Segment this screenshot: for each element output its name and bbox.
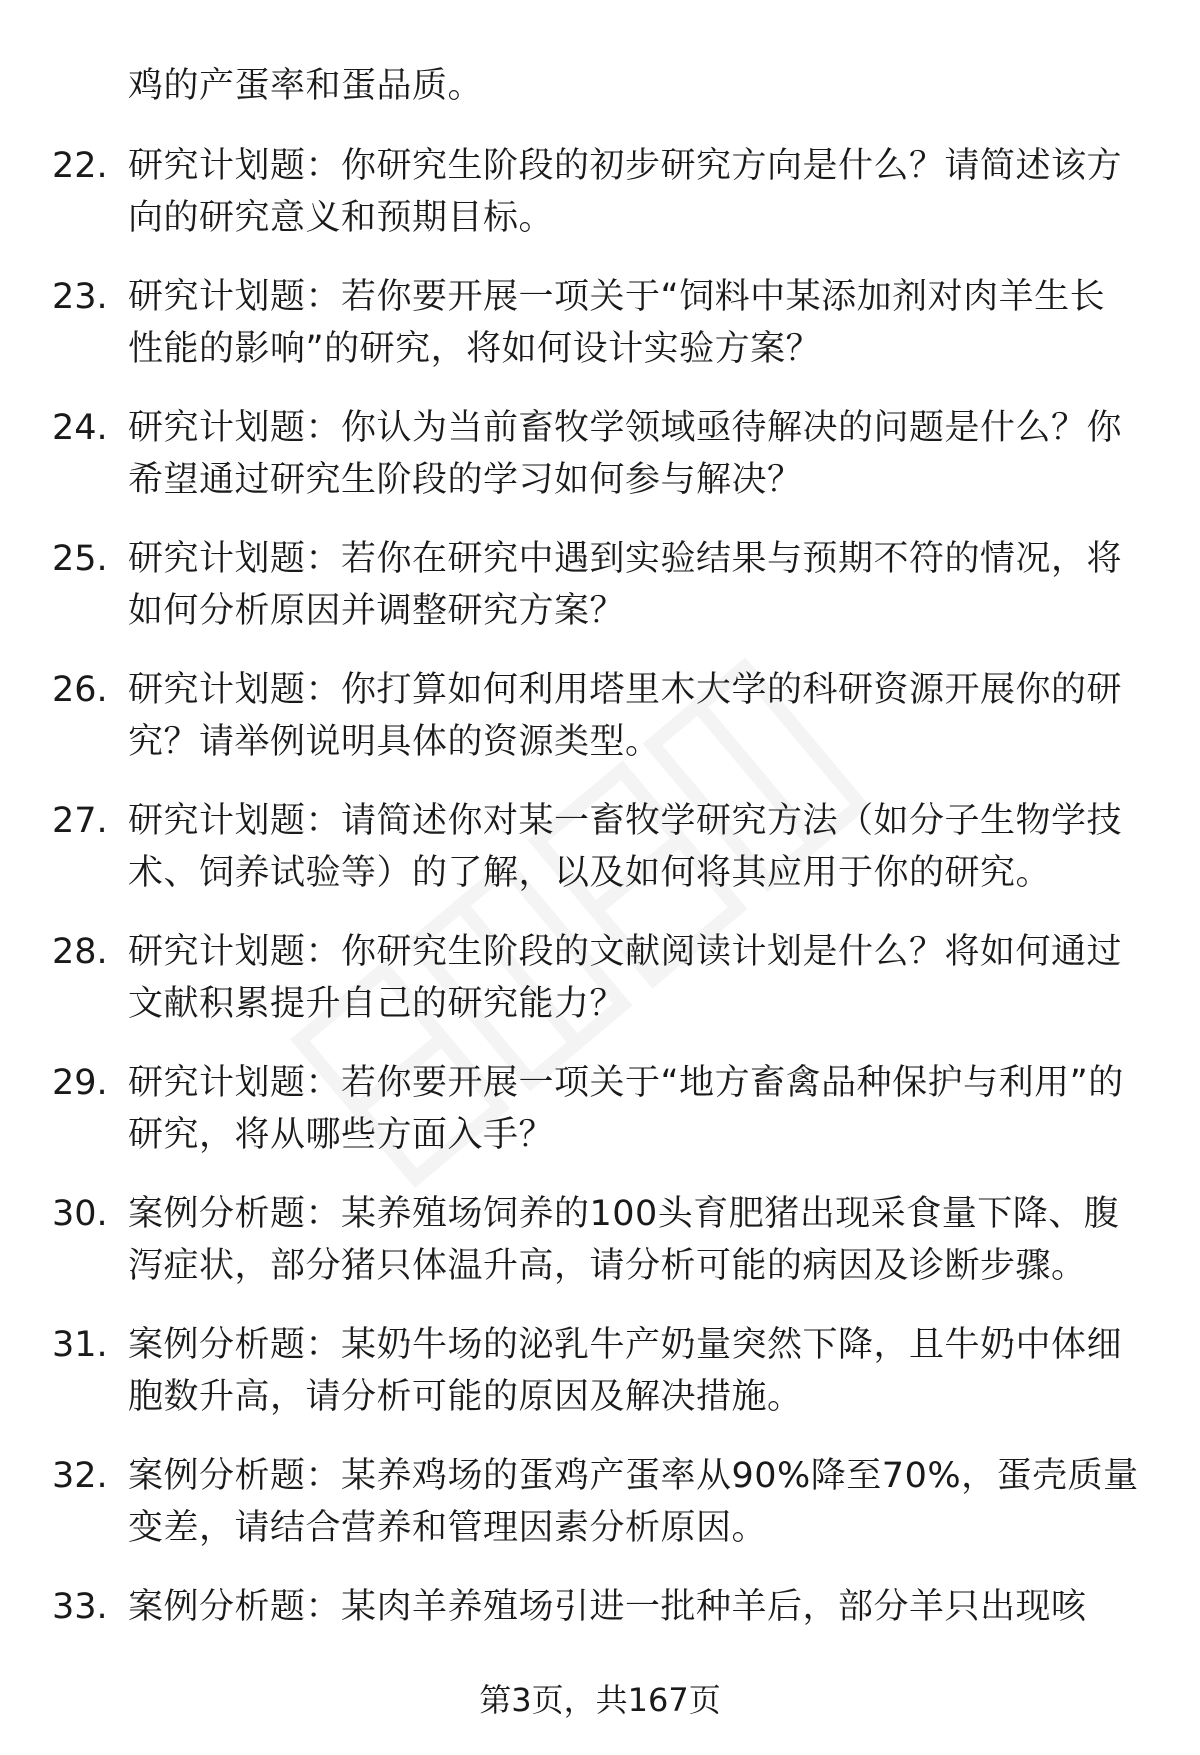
question-number: 31. [52,1325,108,1365]
question-text: 案例分析题：某肉羊养殖场引进一批种羊后，部分羊只出现咳 [128,1587,1087,1627]
question-item [0,1450,1200,1581]
question-item [0,533,1200,664]
continuation-text: 鸡的产蛋率和蛋品质。 [128,66,484,106]
question-number: 26. [52,670,108,710]
question-item [0,1057,1200,1188]
question-item [0,271,1200,402]
question-number: 22. [52,146,108,186]
question-number: 30. [52,1194,108,1234]
question-number: 28. [52,932,108,972]
question-text: 研究计划题：你研究生阶段的初步研究方向是什么？请简述该方向的研究意义和预期目标。 [128,146,1123,238]
question-text: 研究计划题：请简述你对某一畜牧学研究方法（如分子生物学技术、饲养试验等）的了解，以及如何将其应用于你的研究。 [128,801,1123,893]
question-text: 研究计划题：若你要开展一项关于“地方畜禽品种保护与利用”的研究，将从哪些方面入手？ [128,1063,1124,1155]
question-item [0,795,1200,926]
page-footer: 第3页，共167页 [479,1681,721,1719]
question-text: 研究计划题：你研究生阶段的文献阅读计划是什么？将如何通过文献积累提升自己的研究能力？ [128,932,1123,1024]
question-item [0,926,1200,1057]
question-item [0,402,1200,533]
question-text: 研究计划题：你打算如何利用塔里木大学的科研资源开展你的研究？请举例说明具体的资源类型。 [128,670,1123,762]
question-number: 25. [52,539,108,579]
question-number: 27. [52,801,108,841]
question-text: 研究计划题：若你要开展一项关于“饲料中某添加剂对肉羊生长性能的影响”的研究，将如何设计实验方案？ [128,277,1106,369]
question-number: 24. [52,408,108,448]
question-list [0,140,1200,1712]
question-text: 研究计划题：若你在研究中遇到实验结果与预期不符的情况，将如何分析原因并调整研究方案？ [128,539,1123,631]
question-text: 研究计划题：你认为当前畜牧学领域亟待解决的问题是什么？你希望通过研究生阶段的学习如何参与解决？ [128,408,1123,500]
question-item [0,140,1200,271]
question-text: 案例分析题：某养殖场饲养的100头育肥猪出现采食量下降、腹泻症状，部分猪只体温升高，请分析可能的病因及诊断步骤。 [128,1194,1120,1286]
question-text: 案例分析题：某奶牛场的泌乳牛产奶量突然下降，且牛奶中体细胞数升高，请分析可能的原因及解决措施。 [128,1325,1123,1417]
question-number: 33. [52,1587,108,1627]
question-number: 23. [52,277,108,317]
question-item [0,1188,1200,1319]
question-item [0,1319,1200,1450]
question-number: 29. [52,1063,108,1103]
question-number: 32. [52,1456,108,1496]
question-item [0,664,1200,795]
question-text: 案例分析题：某养鸡场的蛋鸡产蛋率从90%降至70%，蛋壳质量变差，请结合营养和管理因素分析原因。 [128,1456,1139,1548]
